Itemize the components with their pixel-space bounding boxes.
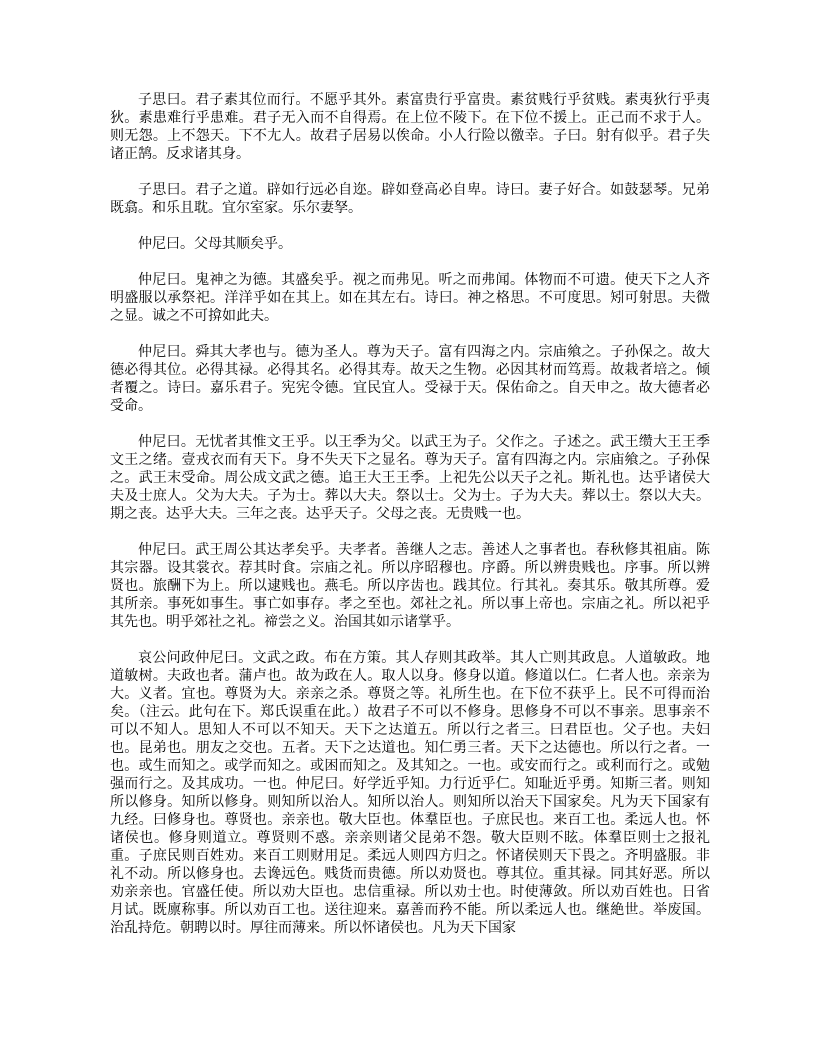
paragraph: 仲尼曰。鬼神之为德。其盛矣乎。视之而弗见。听之而弗闻。体物而不可遗。使天下之人齐明盛服以承祭祀。洋洋乎如在其上。如在其左右。诗曰。神之格思。不可度思。矧可射思。夫微之显。诚之不可揜如此夫。 bbox=[110, 273, 710, 324]
document-text-block bbox=[110, 92, 710, 956]
paragraph: 仲尼曰。舜其大孝也与。德为圣人。尊为天子。富有四海之内。宗庙飨之。子孙保之。故大德必得其位。必得其禄。必得其名。必得其寿。故天之生物。必因其材而笃焉。故栽者培之。倾者覆之。诗曰。嘉乐君子。宪宪令德。宜民宜人。受禄于天。保佑命之。自天申之。故大德者必受命。 bbox=[110, 345, 710, 414]
paragraph: 仲尼曰。无忧者其惟文王乎。以王季为父。以武王为子。父作之。子述之。武王缵大王王季文王之绪。壹戎衣而有天下。身不失天下之显名。尊为天子。富有四海之内。宗庙飨之。子孙保之。武王末受命。周公成文武之德。追王大王王季。上祀先公以天子之礼。斯礼也。达乎诸侯大夫及士庶人。父为大夫。子为士。葬以大夫。祭以士。父为士。子为大夫。葬以士。祭以大夫。期之丧。达乎大夫。三年之丧。达乎天子。父母之丧。无贵贱一也。 bbox=[110, 435, 710, 522]
paragraph: 哀公问政仲尼曰。文武之政。布在方策。其人存则其政举。其人亡则其政息。人道敏政。地道敏树。夫政也者。蒲卢也。故为政在人。取人以身。修身以道。修道以仁。仁者人也。亲亲为大。义者。宜也。尊贤为大。亲亲之杀。尊贤之等。礼所生也。在下位不获乎上。民不可得而治矣。（注云。此句在下。郑氏误重在此。）故君子不可以不修身。思修身不可以不事亲。思事亲不可以不知人。思知人不可以不知天。天下之达道五。所以行之者三。曰君臣也。父子也。夫妇也。昆弟也。朋友之交也。五者。天下之达道也。知仁勇三者。天下之达德也。所以行之者。一也。或生而知之。或学而知之。或困而知之。及其知之。一也。或安而行之。或利而行之。或勉强而行之。及其成功。一也。仲尼曰。好学近乎知。力行近乎仁。知耻近乎勇。知斯三者。则知所以修身。知所以修身。则知所以治人。知所以治人。则知所以治天下国家矣。凡为天下国家有九经。曰修身也。尊贤也。亲亲也。敬大臣也。体羣臣也。子庶民也。来百工也。柔远人也。怀诸侯也。修身则道立。尊贤则不惑。亲亲则诸父昆弟不怨。敬大臣则不眩。体羣臣则士之报礼重。子庶民则百姓劝。来百工则财用足。柔远人则四方归之。怀诸侯则天下畏之。齐明盛服。非礼不动。所以修身也。去谗远色。贱货而贵德。所以劝贤也。尊其位。重其禄。同其好恶。所以劝亲亲也。官盛任使。所以劝大臣也。忠信重禄。所以劝士也。时使薄敛。所以劝百姓也。日省月试。既廪称事。所以劝百工也。送往迎来。嘉善而矜不能。所以柔远人也。继絶世。举废国。治乱持危。朝聘以时。厚往而薄来。所以怀诸侯也。凡为天下国家 bbox=[110, 651, 710, 936]
paragraph: 仲尼曰。武王周公其达孝矣乎。夫孝者。善继人之志。善述人之事者也。春秋修其祖庙。陈其宗器。设其裳衣。荐其时食。宗庙之礼。所以序昭穆也。序爵。所以辨贵贱也。序事。所以辨贤也。旅酬下为上。所以逮贱也。燕毛。所以序齿也。践其位。行其礼。奏其乐。敬其所尊。爱其所亲。事死如事生。事亡如事存。孝之至也。郊社之礼。所以事上帝也。宗庙之礼。所以祀乎其先也。明乎郊社之礼。禘尝之义。治国其如示诸掌乎。 bbox=[110, 543, 710, 630]
paragraph: 仲尼曰。父母其顺矣乎。 bbox=[138, 237, 292, 252]
paragraph: 子思曰。君子素其位而行。不愿乎其外。素富贵行乎富贵。素贫贱行乎贫贱。素夷狄行乎夷狄。素患难行乎患难。君子无入而不自得焉。在上位不陵下。在下位不援上。正己而不求于人。则无怨。上不怨天。下不尢人。故君子居易以俟命。小人行险以徼幸。子曰。射有似乎。君子失诸正鹄。反求诸其身。 bbox=[110, 93, 710, 162]
paragraph: 子思曰。君子之道。辟如行远必自迩。辟如登高必自卑。诗曰。妻子好合。如鼓瑟琴。兄弟既翕。和乐且耽。宜尔室家。乐尔妻孥。 bbox=[110, 183, 710, 216]
